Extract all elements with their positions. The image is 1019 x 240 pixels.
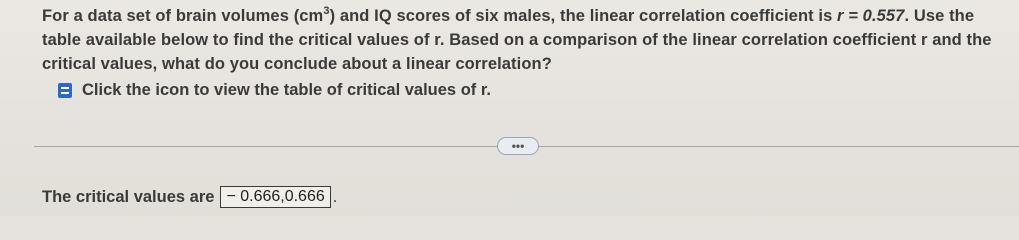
hint-text: Click the icon to view the table of critical values of r. bbox=[82, 81, 491, 99]
expand-more-button[interactable] bbox=[497, 137, 539, 155]
question-text bbox=[42, 4, 1002, 76]
answer-label: The critical values are bbox=[42, 187, 215, 206]
table-icon[interactable] bbox=[58, 83, 72, 98]
question-part1: For a data set of brain volumes bbox=[42, 7, 294, 25]
question-part2: and IQ scores of six males, the linear correlation coefficient is bbox=[335, 7, 838, 25]
answer-period: . bbox=[332, 187, 338, 206]
unit-open: (cm bbox=[293, 7, 324, 25]
critical-values-answer[interactable]: − 0.666,0.666 bbox=[220, 186, 330, 208]
r-value: r = 0.557 bbox=[837, 7, 905, 25]
critical-values-hint bbox=[58, 81, 491, 100]
unit-exponent: 3 bbox=[323, 4, 330, 17]
unit-close: ) bbox=[329, 7, 336, 25]
question-part3: . Use the table available below to find the critical values of r. Based on a comparison of the linear correlation coefficient r and the critical values, what do you conclude about a linear correlation? bbox=[42, 7, 992, 73]
more-icon: ••• bbox=[511, 139, 525, 153]
answer-row bbox=[42, 186, 337, 208]
